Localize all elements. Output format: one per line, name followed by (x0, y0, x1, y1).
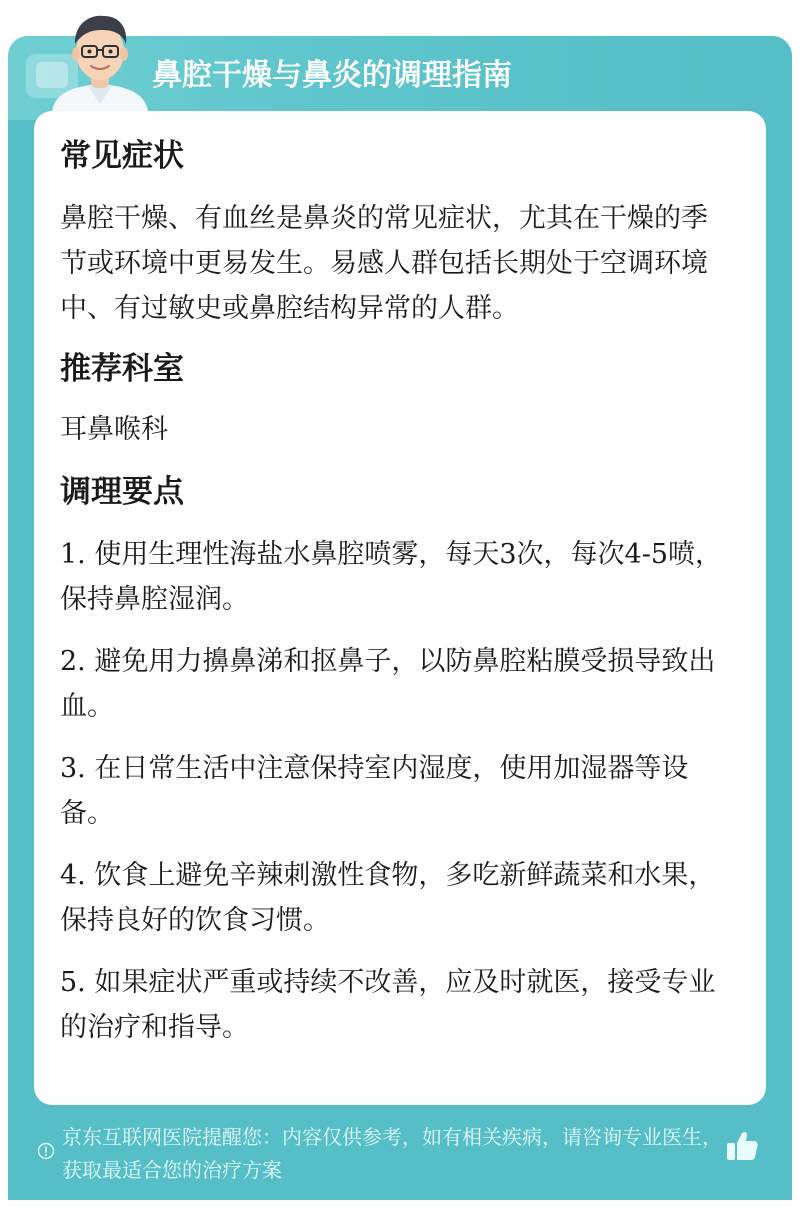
care-list-item: 2. 避免用力擤鼻涕和抠鼻子，以防鼻腔粘膜受损导致出血。 (60, 646, 716, 722)
section-title-care: 调理要点 (60, 474, 184, 510)
care-list-item: 5. 如果症状严重或持续不改善，应及时就医，接受专业的治疗和指导。 (60, 967, 716, 1043)
section-title-department: 推荐科室 (60, 351, 184, 387)
thumbs-up-icon[interactable] (724, 1128, 760, 1164)
info-circle-icon (37, 1142, 55, 1160)
section-title-symptoms: 常见症状 (60, 138, 184, 174)
care-list-item: 3. 在日常生活中注意保持室内湿度，使用加湿器等设备。 (60, 753, 689, 829)
care-list-item: 1. 使用生理性海盐水鼻腔喷雾，每天3次，每次4-5喷，保持鼻腔湿润。 (60, 539, 722, 615)
footer-disclaimer: 京东互联网医院提醒您：内容仅供参考，如有相关疾病，请咨询专业医生，获取最适合您的治疗方案 (62, 1125, 722, 1182)
page-title: 鼻腔干燥与鼻炎的调理指南 (152, 58, 512, 93)
content-body (60, 130, 732, 1050)
care-list-item: 4. 饮食上避免辛辣刺激性食物，多吃新鲜蔬菜和水果，保持良好的饮食习惯。 (60, 860, 716, 936)
doctor-avatar (44, 8, 156, 112)
department-text: 耳鼻喉科 (60, 414, 168, 445)
care-list (60, 532, 732, 1050)
symptoms-text: 鼻腔干燥、有血丝是鼻炎的常见症状，尤其在干燥的季节或环境中更易发生。易感人群包括长期处于空调环境中、有过敏史或鼻腔结构异常的人群。 (60, 203, 708, 324)
